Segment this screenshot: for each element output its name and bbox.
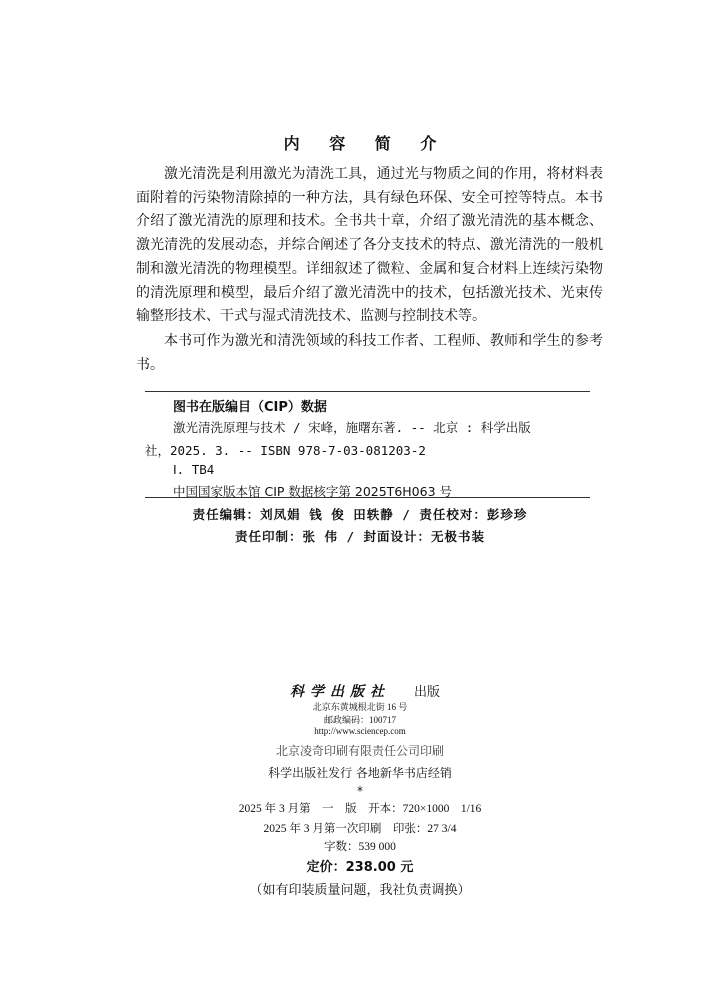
publisher-suffix: 出版 xyxy=(414,685,441,700)
cip-bottom-rule xyxy=(145,497,590,498)
production-credits: 责任印制：张 伟 / 封面设计：无极书装 xyxy=(234,529,486,544)
cip-record-line: 中国国家版本馆 CIP 数据核字第 2025T6H063 号 xyxy=(173,484,453,499)
cip-top-rule xyxy=(145,391,590,392)
section-title: 内 容 简 介 xyxy=(283,134,449,153)
distribution-line: 科学出版社发行 各地新华书店经销 xyxy=(268,766,452,780)
cip-class-line: Ⅰ. TB4 xyxy=(173,462,215,477)
separator-star: * xyxy=(357,784,363,798)
publisher-logo: 科学出版社 xyxy=(290,684,390,700)
summary-text-1: 激光清洗是利用激光为清洗工具，通过光与物质之间的作用，将材料表面附着的污染物清除掉的一种方法，具有绿色环保、安全可控等特点。本书介绍了激光清洗的原理和技术。全书共十章，介绍了激光清洗的基本概念、激光清洗的发展动态，并综合阐述了各分支技术的特点、激光清洗的一般机制和激光清洗的物理模型。详细叙述了微粒、金属和复合材料上连续污染物的清洗原理和模型，最后介绍了激光清洗中的技术，包括激光技术、光束传输整形技术、干式与湿式清洗技术、监测与控制技术等。 xyxy=(136,166,603,325)
publisher-postcode: 邮政编码：100717 xyxy=(323,715,396,725)
publisher-url: http://www.sciencep.com xyxy=(314,726,406,736)
edition-line-2: 2025 年 3 月第一次印刷 印张：27 3/4 xyxy=(263,823,457,835)
word-count: 字数：539 000 xyxy=(324,841,396,853)
printer-line: 北京凌奇印刷有限责任公司印刷 xyxy=(275,744,444,758)
cip-title-line: 激光清洗原理与技术 / 宋峰，施曙东著. -- 北京 : 科学出版 xyxy=(173,420,531,435)
summary-paragraph-1 xyxy=(136,163,603,329)
cip-heading: 图书在版编目（CIP）数据 xyxy=(173,400,327,415)
cip-isbn-line: 社，2025. 3. -- ISBN 978-7-03-081203-2 xyxy=(145,443,426,458)
editor-credits: 责任编辑：刘凤娟 钱 俊 田轶静 / 责任校对：彭珍珍 xyxy=(192,507,528,522)
summary-text-2: 本书可作为激光和清洗领域的科技工作者、工程师、教师和学生的参考书。 xyxy=(136,333,603,373)
quality-note: （如有印装质量问题，我社负责调换） xyxy=(249,883,471,898)
publisher-address: 北京东黄城根北街 16 号 xyxy=(312,702,408,712)
edition-line-1: 2025 年 3 月第 一 版 开本：720×1000 1/16 xyxy=(238,803,482,815)
summary-paragraph-2 xyxy=(136,330,603,377)
price: 定价：238.00 元 xyxy=(306,860,414,875)
